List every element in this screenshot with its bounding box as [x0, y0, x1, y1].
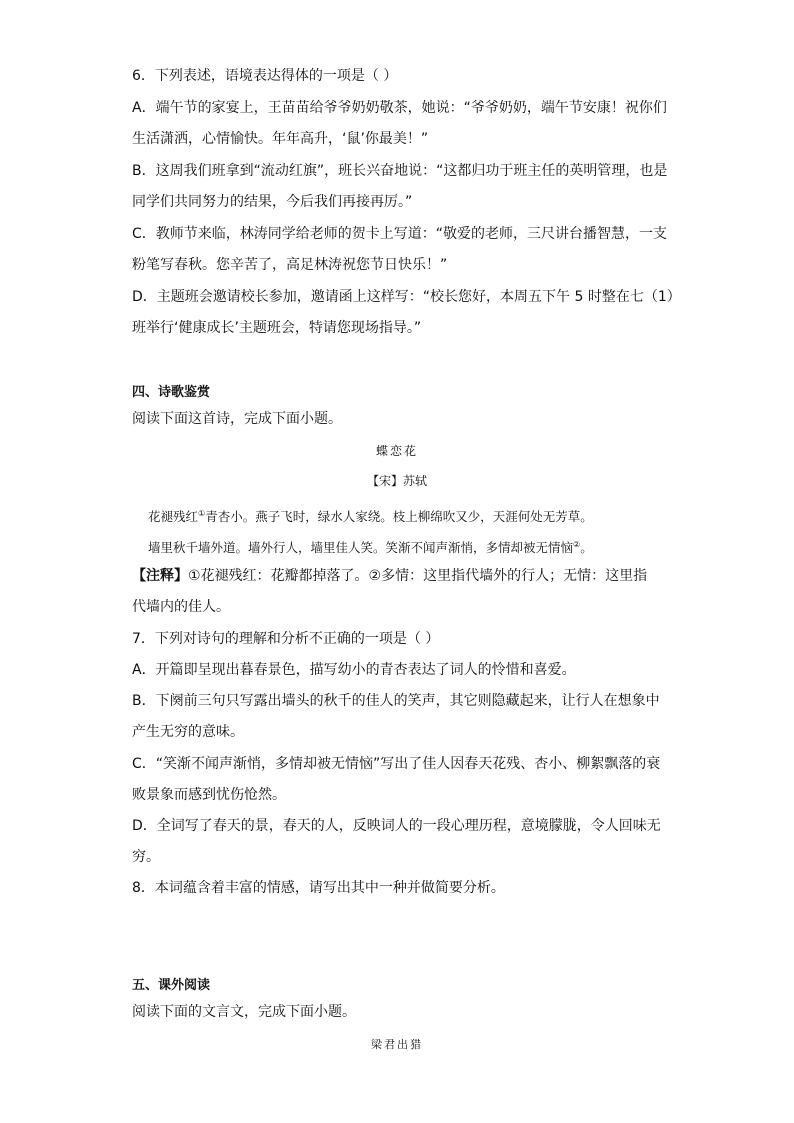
- notes-label: 【注释】: [132, 568, 188, 584]
- q6-option-b-line2: 同学们共同努力的结果，今后我们再接再厉。”: [132, 194, 413, 210]
- notes-text: ①花褪残红：花瓣都掉落了。②多情：这里指代墙外的行人；无情：这里指: [188, 568, 648, 584]
- q7-option-c-line1: C．“笑渐不闻声渐悄，多情却被无情恼”写出了佳人因春天花残、杏小、柳絮飘落的衰: [132, 756, 661, 772]
- q7-option-d-line2: 穷。: [132, 849, 160, 865]
- q6-option-d-line1: D．主题班会邀请校长参加，邀请函上这样写：“校长您好，本周五下午 5 时整在七（1）: [132, 289, 681, 305]
- q6-option-c-line2: 粉笔写春秋。您辛苦了，高足林涛祝您节日快乐！”: [132, 257, 448, 273]
- poem-notes-line2: 代墙内的佳人。: [132, 599, 230, 615]
- poem-note-marker-2: ②: [573, 540, 581, 549]
- q7-option-b-line2: 产生无穷的意味。: [132, 724, 244, 740]
- q6-stem: 6．下列表述，语境表达得体的一项是（ ）: [132, 68, 398, 84]
- poem-title: 蝶恋花: [375, 444, 418, 458]
- poem-notes-line1: [132, 567, 647, 585]
- q6-option-d-line2: 班举行‘健康成长’主题班会，特请您现场指导。”: [132, 320, 422, 336]
- q6-option-c-line1: C．教师节来临，林涛同学给老师的贺卡上写道：“敬爱的老师，三尺讲台播智慧，一支: [132, 226, 668, 242]
- q7-stem: 7．下列对诗句的理解和分析不正确的一项是（ ）: [132, 631, 440, 647]
- section5-heading: 五、课外阅读: [132, 978, 211, 993]
- poem-author: 【宋】苏轼: [366, 474, 427, 488]
- q7-option-a: A．开篇即呈现出暮春景色，描写幼小的青杏表达了词人的怜惜和喜爱。: [132, 662, 576, 678]
- poem-line-2-end: 。: [580, 540, 593, 556]
- q6-option-a-line1: A．端午节的家宴上，王苗苗给爷爷奶奶敬茶，她说：“爷爷奶奶，端午节安康！祝你们: [132, 100, 667, 116]
- q7-option-c-line2: 败景象而感到忧伤怆然。: [132, 787, 286, 803]
- poem-line-1-rest: 青杏小。燕子飞时，绿水人家绕。枝上柳绵吹又少，天涯何处无芳草。: [205, 509, 593, 525]
- poem-line-1: [148, 505, 593, 526]
- section5-intro: 阅读下面的文言文，完成下面小题。: [132, 1004, 356, 1020]
- q7-option-d-line1: D．全词写了春天的景，春天的人，反映词人的一段心理历程，意境朦胧，令人回味无: [132, 818, 661, 834]
- poem-note-marker-1: ①: [198, 509, 206, 518]
- q8-stem: 8．本词蕴含着丰富的情感，请写出其中一种并做简要分析。: [132, 880, 505, 896]
- section4-heading: 四、诗歌鉴赏: [132, 385, 211, 400]
- section4-intro: 阅读下面这首诗，完成下面小题。: [132, 411, 342, 427]
- q7-option-b-line1: B．下阕前三句只写露出墙头的秋千的佳人的笑声，其它则隐藏起来，让行人在想象中: [132, 693, 660, 709]
- passage-title: 梁君出猎: [371, 1038, 423, 1051]
- q6-option-a-line2: 生活潇洒，心情愉快。年年高升，‘鼠’你最美！”: [132, 131, 429, 147]
- poem-line-2-start: 墙里秋千墙外道。墙外行人，墙里佳人笑。笑渐不闻声渐悄，多情却被无情恼: [148, 540, 574, 556]
- q6-option-b-line1: B．这周我们班拿到“流动红旗”，班长兴奋地说：“这都归功于班主任的英明管理，也是: [132, 163, 668, 179]
- poem-line-2: [148, 536, 593, 557]
- poem-line-1-start: 花褪残红: [148, 509, 199, 525]
